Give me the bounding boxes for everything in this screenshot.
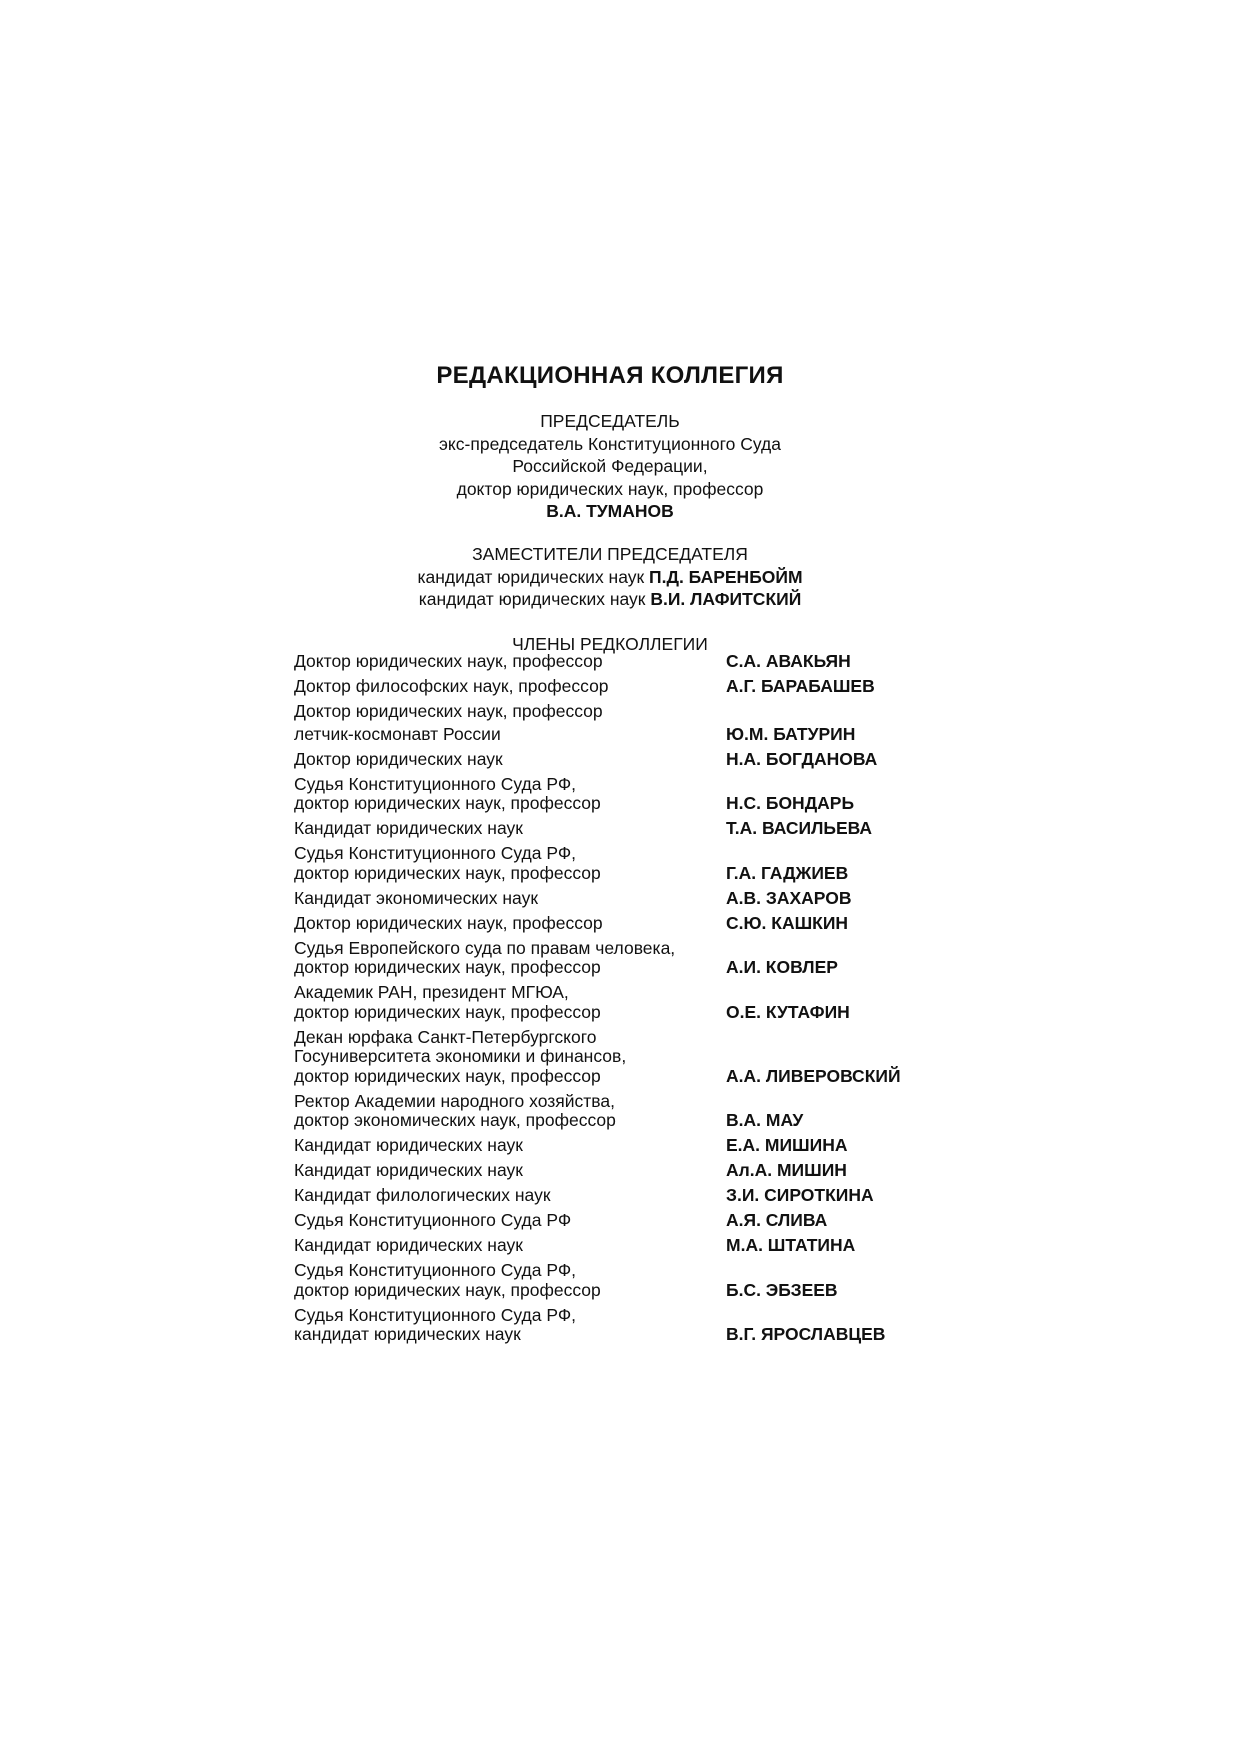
members-heading: ЧЛЕНЫ РЕДКОЛЛЕГИИ: [512, 634, 708, 654]
member-name: А.Г. БАРАБАШЕВ: [726, 676, 875, 696]
member-description: Доктор юридических наук, профессор: [294, 701, 603, 721]
deputy-name: В.И. ЛАФИТСКИЙ: [650, 589, 802, 609]
member-name: О.Е. КУТАФИН: [726, 1001, 850, 1022]
deputy-degree: кандидат юридических наук: [417, 566, 650, 587]
member-description: Кандидат экономических наук: [294, 887, 538, 908]
member-name: А.В. ЗАХАРОВ: [726, 887, 852, 908]
chair-position-line: экс-председатель Конституционного Суда: [439, 433, 781, 454]
page-title: РЕДАКЦИОННАЯ КОЛЛЕГИЯ: [436, 362, 784, 389]
member-name: Т.А. ВАСИЛЬЕВА: [726, 818, 873, 838]
member-row: [294, 1136, 1014, 1156]
member-name: С.А. АВАКЬЯН: [726, 651, 851, 671]
member-description: Судья Конституционного Суда РФ: [294, 1210, 572, 1230]
member-description: Кандидат юридических наук: [294, 1135, 523, 1155]
member-description: Судья Конституционного Суда РФ, доктор юридических наук, профессор: [294, 843, 601, 883]
member-description: Академик РАН, президент МГЮА, доктор юридических наук, профессор: [294, 982, 601, 1022]
member-name: Ю.М. БАТУРИН: [726, 723, 856, 744]
member-description: Судья Конституционного Суда РФ, доктор юридических наук, профессор: [294, 1260, 601, 1300]
deputies-heading: ЗАМЕСТИТЕЛИ ПРЕДСЕДАТЕЛЯ: [472, 544, 748, 564]
deputy-entry: [0, 566, 1220, 589]
member-name: А.И. КОВЛЕР: [726, 957, 838, 977]
member-description: Кандидат филологических наук: [294, 1185, 551, 1205]
member-name: М.А. ШТАТИНА: [726, 1235, 856, 1255]
member-row: [294, 1236, 1014, 1256]
member-description: Судья Конституционного Суда РФ, кандидат юридических наук: [294, 1304, 577, 1344]
member-description: Кандидат юридических наук: [294, 818, 523, 838]
member-description: Кандидат юридических наук: [294, 1235, 523, 1255]
member-name: З.И. СИРОТКИНА: [726, 1185, 874, 1205]
member-description: летчик-космонавт России: [294, 723, 501, 744]
member-description: Ректор Академии народного хозяйства, доктор экономических наук, профессор: [294, 1090, 616, 1130]
member-row: [294, 702, 1014, 722]
member-row: [294, 1306, 1014, 1345]
member-row: [294, 1028, 1014, 1087]
member-description: Судья Конституционного Суда РФ, доктор юридических наук, профессор: [294, 773, 601, 813]
member-description: Декан юрфака Санкт-Петербургского Госуниверситета экономики и финансов, доктор юридических наук, профессор: [294, 1026, 627, 1086]
member-description: Доктор юридических наук, профессор: [294, 651, 603, 671]
member-name: Ал.А. МИШИН: [726, 1160, 847, 1180]
member-row: [294, 914, 1014, 934]
member-name: Е.А. МИШИНА: [726, 1135, 848, 1155]
member-row: [294, 725, 1014, 745]
member-name: С.Ю. КАШКИН: [726, 912, 849, 933]
chair-name: В.А. ТУМАНОВ: [546, 501, 674, 521]
member-row: [294, 677, 1014, 697]
member-row: [294, 939, 1014, 978]
chair-degree-line: доктор юридических наук, профессор: [456, 478, 764, 499]
member-description: Доктор юридических наук, профессор: [294, 912, 603, 933]
deputy-degree: кандидат юридических наук: [418, 589, 651, 609]
member-name: Н.А. БОГДАНОВА: [726, 748, 878, 769]
deputy-name: П.Д. БАРЕНБОЙМ: [649, 566, 803, 587]
member-name: Н.С. БОНДАРЬ: [726, 793, 855, 813]
chair-heading: ПРЕДСЕДАТЕЛЬ: [540, 411, 680, 431]
deputy-entry: [0, 588, 1220, 611]
member-description: Доктор юридических наук: [294, 748, 503, 769]
members-list: [294, 652, 1014, 1345]
member-name: В.А. МАУ: [726, 1110, 804, 1130]
member-row: [294, 819, 1014, 839]
member-row: [294, 750, 1014, 770]
member-row: [294, 844, 1014, 883]
member-name: А.А. ЛИВЕРОВСКИЙ: [726, 1065, 901, 1086]
member-name: В.Г. ЯРОСЛАВЦЕВ: [726, 1324, 886, 1344]
member-description: Доктор философских наук, профессор: [294, 676, 609, 696]
chair-section: [0, 410, 1220, 523]
member-row: [294, 983, 1014, 1022]
member-row: [294, 1261, 1014, 1300]
member-row: [294, 652, 1014, 672]
member-description: Судья Европейского суда по правам человека, доктор юридических наук, профессор: [294, 937, 676, 977]
member-row: [294, 889, 1014, 909]
deputies-section: [0, 543, 1220, 611]
member-row: [294, 1211, 1014, 1231]
member-row: [294, 1161, 1014, 1181]
member-description: Кандидат юридических наук: [294, 1160, 523, 1180]
member-name: Б.С. ЭБЗЕЕВ: [726, 1279, 838, 1300]
member-row: [294, 775, 1014, 814]
member-row: [294, 1092, 1014, 1131]
member-row: [294, 1186, 1014, 1206]
member-name: Г.А. ГАДЖИЕВ: [726, 862, 849, 883]
member-name: А.Я. СЛИВА: [726, 1210, 828, 1230]
chair-position-line: Российской Федерации,: [512, 456, 708, 476]
